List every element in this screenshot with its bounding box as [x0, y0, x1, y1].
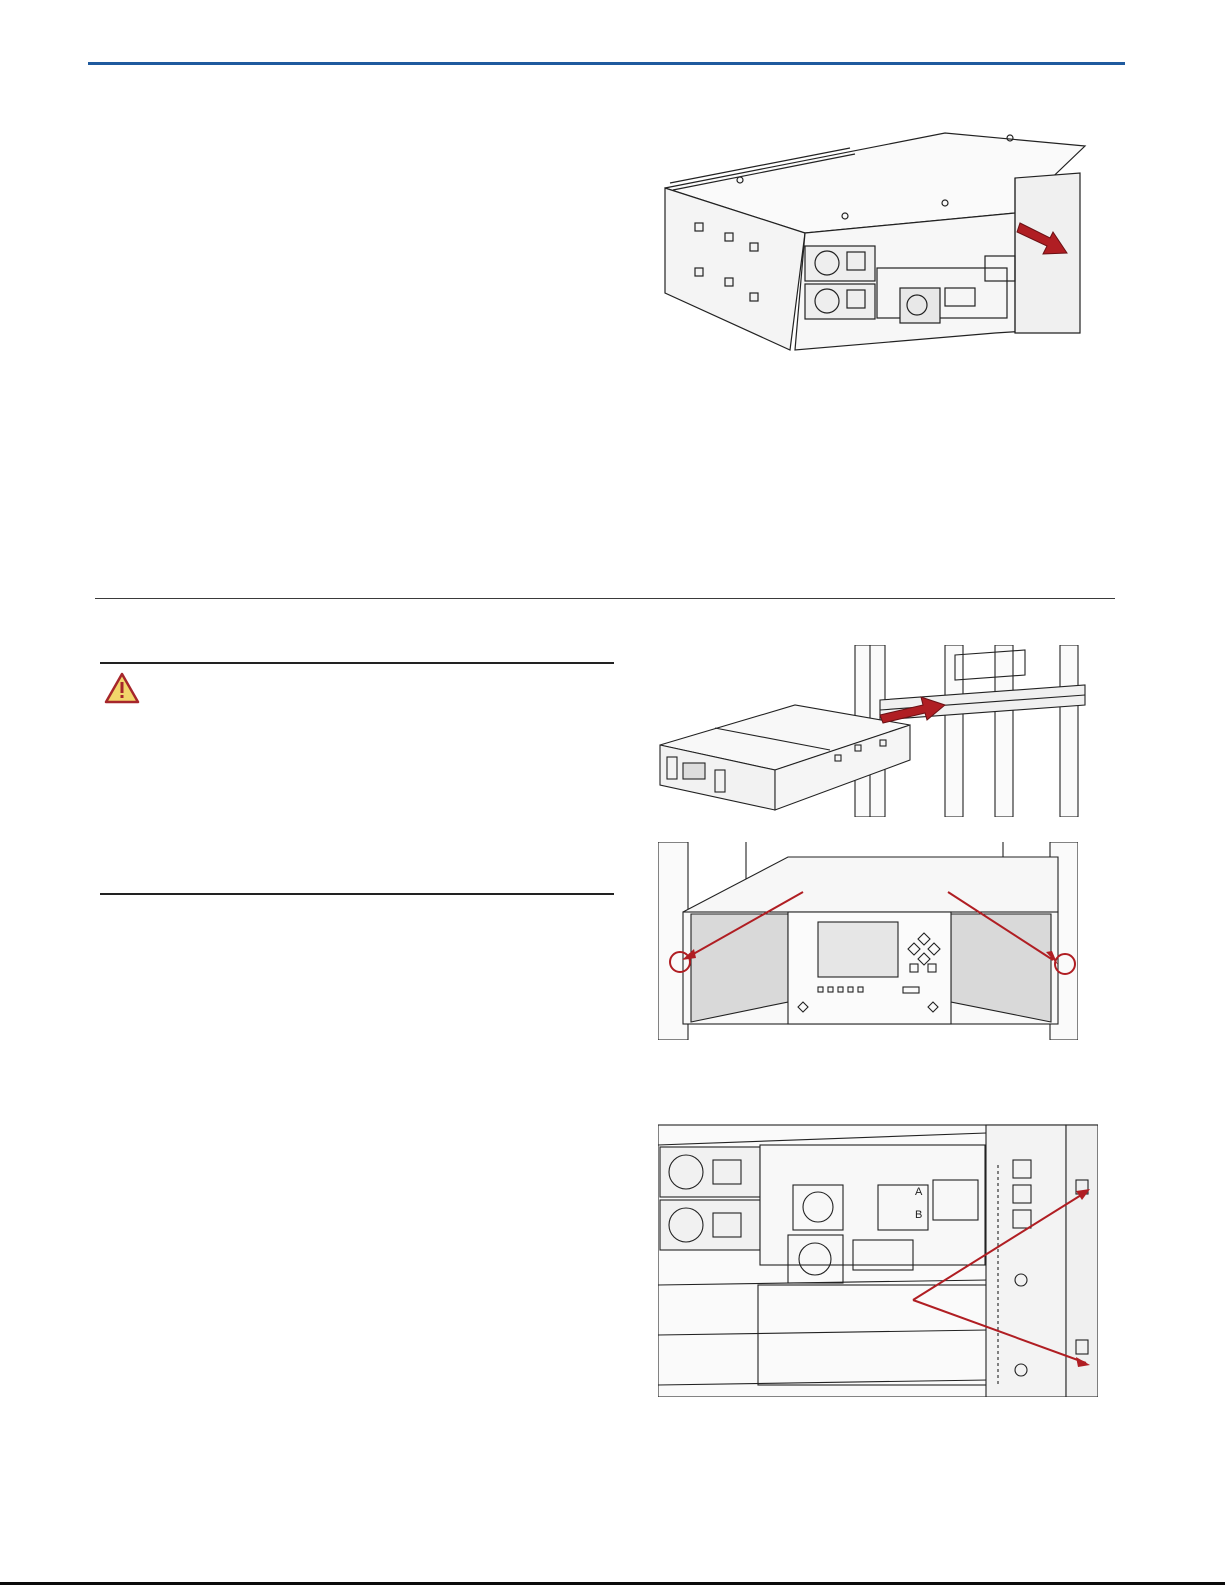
- figure-rear-bracket: [658, 1105, 1098, 1397]
- header-rule: [88, 62, 1125, 65]
- figure-library-rear-removal: [655, 128, 1090, 353]
- figure-slide-into-rack: [655, 645, 1090, 817]
- label-a: A: [915, 1186, 923, 1198]
- warning-triangle-icon: [104, 672, 140, 704]
- figure-front-screws: [658, 842, 1078, 1040]
- label-b: B: [915, 1209, 923, 1221]
- warning-bottom-rule: [100, 893, 614, 895]
- warning-top-rule: [100, 662, 614, 664]
- section-divider: [95, 598, 1115, 599]
